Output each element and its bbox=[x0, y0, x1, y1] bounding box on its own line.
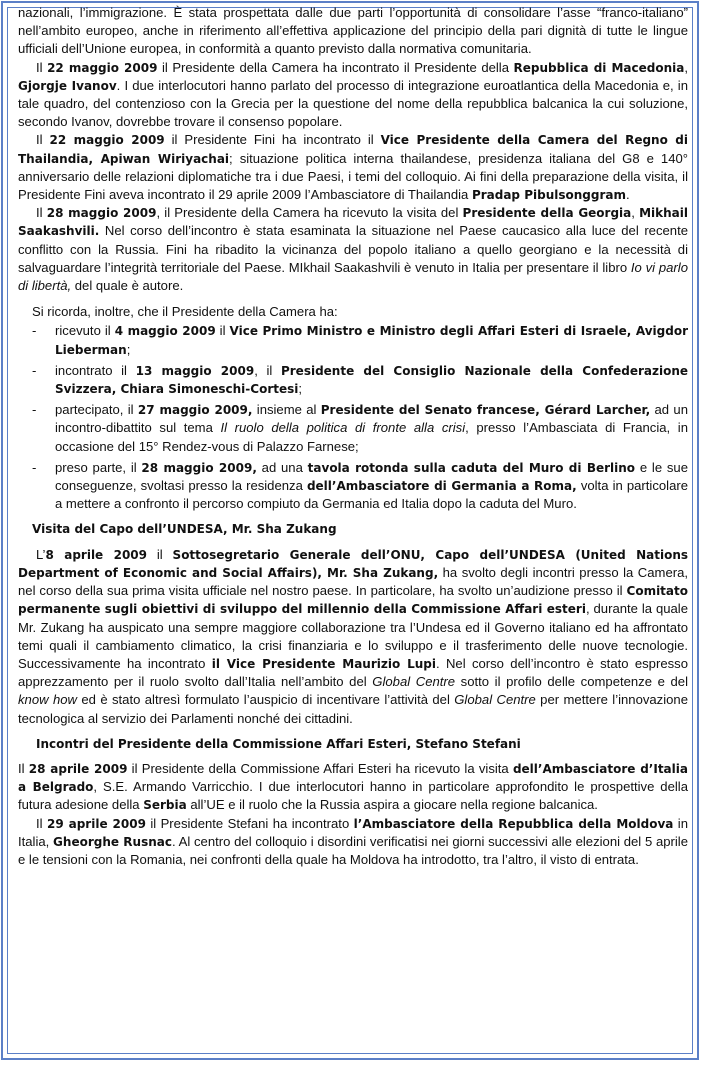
bold-run: Mikhail Saakashvili. bbox=[18, 206, 688, 239]
list-item-text bbox=[55, 402, 688, 453]
list-dash: - bbox=[32, 459, 37, 475]
text-run: nazionali, l’immigrazione. È stata prospettata dalle due parti l’opportunità di consolidare l’asse “franco-italiano” nell’ambito europeo, anche in riferimento all’effettiva applicazione del principio della pari dignità di tutte le lingue ufficiali dell’Unione europea, in conformità a quanto previsto dalla normativa comunitaria. bbox=[18, 5, 688, 57]
paragraph-macedonia bbox=[18, 59, 688, 132]
text-run: , presso l’Ambasciata di Francia, in occasione del 15° Rendez-vous di Palazzo Farnese; bbox=[55, 420, 688, 454]
text-run: Nel corso dell’incontro è stata esaminata la situazione nel Paese caucasico alla luce del recente conflitto con la Russia. Fini ha ribadito la vicinanza del popolo italiano a quello georgiano e la necessità di salvaguardare l’integrità territoriale del Paese. MIkhail Saakashvili è venuto in Italia per presentare il libro bbox=[18, 223, 688, 275]
text-run: , bbox=[684, 59, 688, 75]
text-run: , S.E. Armando Varricchio. I due interlocutori hanno in particolare approfondito le prospettive della futura adesione della bbox=[18, 779, 688, 813]
bold-run: dell’Ambasciatore d’Italia a Belgrado bbox=[18, 761, 688, 795]
bold-run: 8 aprile 2009 bbox=[45, 547, 147, 562]
bold-run: 22 maggio 2009 bbox=[47, 60, 158, 75]
paragraph-thailandia bbox=[18, 131, 688, 204]
heading-undesa: Visita del Capo dell’UNDESA, Mr. Sha Zukang bbox=[32, 522, 337, 537]
text-run: . I due interlocutori hanno parlato del processo di integrazione euroatlantica della Macedonia e, in tale quadro, del contenzioso con la Grecia per la questione del nome della repubblica balcanica la cui soluzione, secondo Ivanov, dovrebbe trovare il consenso popolare. bbox=[18, 77, 688, 130]
list-dash: - bbox=[32, 402, 37, 418]
italic-run: know how bbox=[18, 692, 77, 708]
text-run: per mettere l’innovazione tecnologica al servizio dei Parlamenti nonché dei cittadini. bbox=[18, 692, 688, 726]
text-run: Il bbox=[36, 59, 48, 75]
text-run: sotto il profilo delle competenze e del bbox=[455, 674, 689, 690]
text-run: ad un incontro-dibattito sul tema bbox=[55, 402, 688, 436]
italic-run: Global Centre bbox=[372, 674, 456, 690]
text-run: ad una bbox=[256, 459, 308, 475]
text-run: il bbox=[215, 323, 230, 339]
text-run: insieme al bbox=[252, 402, 321, 418]
bold-run: 28 maggio 2009 bbox=[46, 206, 157, 221]
text-run: Il bbox=[18, 760, 29, 776]
bold-run: 13 maggio 2009 bbox=[135, 363, 255, 378]
meetings-list bbox=[18, 322, 688, 513]
bold-run: Presidente della Georgia bbox=[462, 206, 632, 221]
text-run: , il bbox=[254, 362, 281, 378]
text-run: . Al centro del colloquio i disordini verificatisi nei giorni successivi alle elezioni del 5 aprile e le tensioni con la Romania, nei confronti della quale ha Moldova ha introdotto, tra l’altro, il visto di entrata. bbox=[18, 833, 688, 867]
list-item-text bbox=[55, 323, 688, 356]
text-run: Il bbox=[36, 132, 50, 148]
text-run: , il Presidente della Camera ha ricevuto la visita del bbox=[156, 205, 463, 221]
text-run: . Nel corso dell’incontro è stato espresso apprezzamento per il ruolo svolto dall’Italia nell’ambito del bbox=[18, 655, 688, 690]
text-run: ; situazione politica interna thailandese, presidenza italiana del G8 e 140° anniversario delle relazioni diplomatiche tra i due Paesi, i temi del colloquio. Ai fini della preparazione della visita, il Presidente Fini aveva incontrato il 29 aprile 2009 l’Ambasciatore di Thailandia bbox=[18, 150, 688, 203]
text-run: incontrato il bbox=[55, 362, 136, 378]
text-run: L’ bbox=[36, 546, 46, 562]
text-run: il Presidente della Camera ha incontrato il Presidente della bbox=[157, 59, 514, 75]
italic-run: Global Centre bbox=[454, 692, 536, 708]
bold-run: Vice Primo Ministro e Ministro degli Affari Esteri di Israele, Avigdor Lieberman bbox=[55, 324, 688, 357]
bold-run: Presidente del Consiglio Nazionale della Confederazione Svizzera, Chiara Simoneschi-Cortesi bbox=[55, 363, 689, 397]
text-run: del quale è autore. bbox=[71, 278, 184, 294]
text-run: all’UE e il ruolo che la Russia aspira a giocare nella regione balcanica. bbox=[186, 797, 598, 813]
heading-affari-esteri: Incontri del Presidente della Commissione Affari Esteri, Stefano Stefani bbox=[36, 736, 521, 751]
document-body bbox=[18, 4, 688, 869]
bold-run: Vice Presidente della Camera del Regno di Thailandia, Apiwan Wiriyachai bbox=[18, 133, 689, 166]
list-item bbox=[18, 401, 688, 456]
bold-run: 22 maggio 2009 bbox=[49, 133, 165, 148]
bold-run: 28 maggio 2009, bbox=[141, 460, 257, 475]
paragraph-georgia bbox=[18, 204, 688, 295]
list-dash: - bbox=[32, 362, 37, 378]
text-run: il bbox=[147, 546, 173, 562]
text-run: ed è stato altresì formulato l’auspicio di incentivare l’attività del bbox=[76, 692, 455, 708]
list-intro: Si ricorda, inoltre, che il Presidente della Camera ha: bbox=[32, 304, 338, 320]
list-item-text bbox=[55, 363, 688, 396]
bold-run: Comitato permanente sugli obiettivi di sviluppo del millennio della Commissione Affari esteri bbox=[18, 584, 688, 617]
paragraph-immigrazione bbox=[18, 4, 688, 59]
text-run: il Presidente della Commissione Affari Esteri ha ricevuto la visita bbox=[127, 760, 513, 776]
text-run: ; bbox=[126, 341, 131, 357]
bold-run: Pradap Pibulsonggram bbox=[471, 188, 626, 203]
bold-run: dell’Ambasciatore di Germania a Roma, bbox=[306, 479, 577, 494]
bold-run: l’Ambasciatore della Repubblica della Moldova bbox=[353, 816, 674, 831]
list-item bbox=[18, 459, 688, 514]
bold-run: 29 aprile 2009 bbox=[46, 816, 146, 831]
text-run: volta in particolare a mettere a confronto il percorso compiuto da Germania ed Italia dopo la caduta del Muro. bbox=[55, 478, 688, 512]
bold-run: Sottosegretario Generale dell’ONU, Capo dell’UNDESA (United Nations Department of Economic and Social Affairs), Mr. Sha Zukang, bbox=[18, 547, 688, 580]
text-run: Il bbox=[36, 205, 47, 221]
bold-run: Presidente del Senato francese, Gérard Larcher, bbox=[320, 403, 651, 418]
bold-run: tavola rotonda sulla caduta del Muro di Berlino bbox=[307, 460, 636, 475]
text-run: il Presidente Fini ha incontrato il bbox=[164, 132, 381, 148]
text-run: preso parte, il bbox=[55, 459, 142, 475]
bold-run: Gheorghe Rusnac bbox=[53, 834, 172, 849]
bold-run: 4 maggio 2009 bbox=[114, 324, 216, 339]
italic-run: Il ruolo della politica di fronte alla crisi bbox=[220, 420, 466, 436]
text-run: , bbox=[631, 205, 640, 221]
list-item bbox=[18, 322, 688, 358]
paragraph-moldova bbox=[18, 815, 688, 870]
text-run: in Italia, bbox=[18, 815, 688, 849]
text-run: ha svolto degli incontri presso la Camera, nel corso della sua prima visita ufficiale nel nostro paese. In particolare, ha svolto un’audizione presso il bbox=[18, 564, 689, 599]
text-run: il Presidente Stefani ha incontrato bbox=[145, 815, 354, 831]
text-run: e le sue conseguenze, svoltasi presso la residenza bbox=[55, 459, 688, 494]
bold-run: Repubblica di Macedonia bbox=[513, 60, 685, 75]
bold-run: 27 maggio 2009, bbox=[137, 403, 253, 418]
bold-run: Serbia bbox=[143, 798, 187, 813]
text-run: , durante la quale Mr. Zukang ha auspicato una sempre maggiore collaborazione tra l’Undesa ed il Governo italiano ed ha affrontato temi quali il cambiamento climatico, la crisi finanziaria e lo sviluppo e il trasferimento delle nuove tecnologie. Successivamente ha incontrato bbox=[18, 601, 688, 671]
list-item-text bbox=[55, 460, 688, 511]
text-run: . bbox=[626, 187, 630, 203]
list-dash: - bbox=[32, 323, 37, 339]
italic-run: Io vi parlo di libertà, bbox=[18, 259, 688, 294]
text-run: Il bbox=[36, 815, 47, 831]
bold-run: il Vice Presidente Maurizio Lupi bbox=[211, 656, 436, 671]
paragraph-undesa bbox=[18, 546, 688, 728]
text-run: ; bbox=[298, 381, 303, 397]
text-run: ricevuto il bbox=[55, 323, 115, 339]
text-run: partecipato, il bbox=[55, 402, 138, 418]
bold-run: Gjorgje Ivanov bbox=[18, 78, 117, 93]
bold-run: 28 aprile 2009 bbox=[28, 761, 128, 776]
list-item bbox=[18, 362, 688, 398]
paragraph-belgrado bbox=[18, 760, 688, 815]
